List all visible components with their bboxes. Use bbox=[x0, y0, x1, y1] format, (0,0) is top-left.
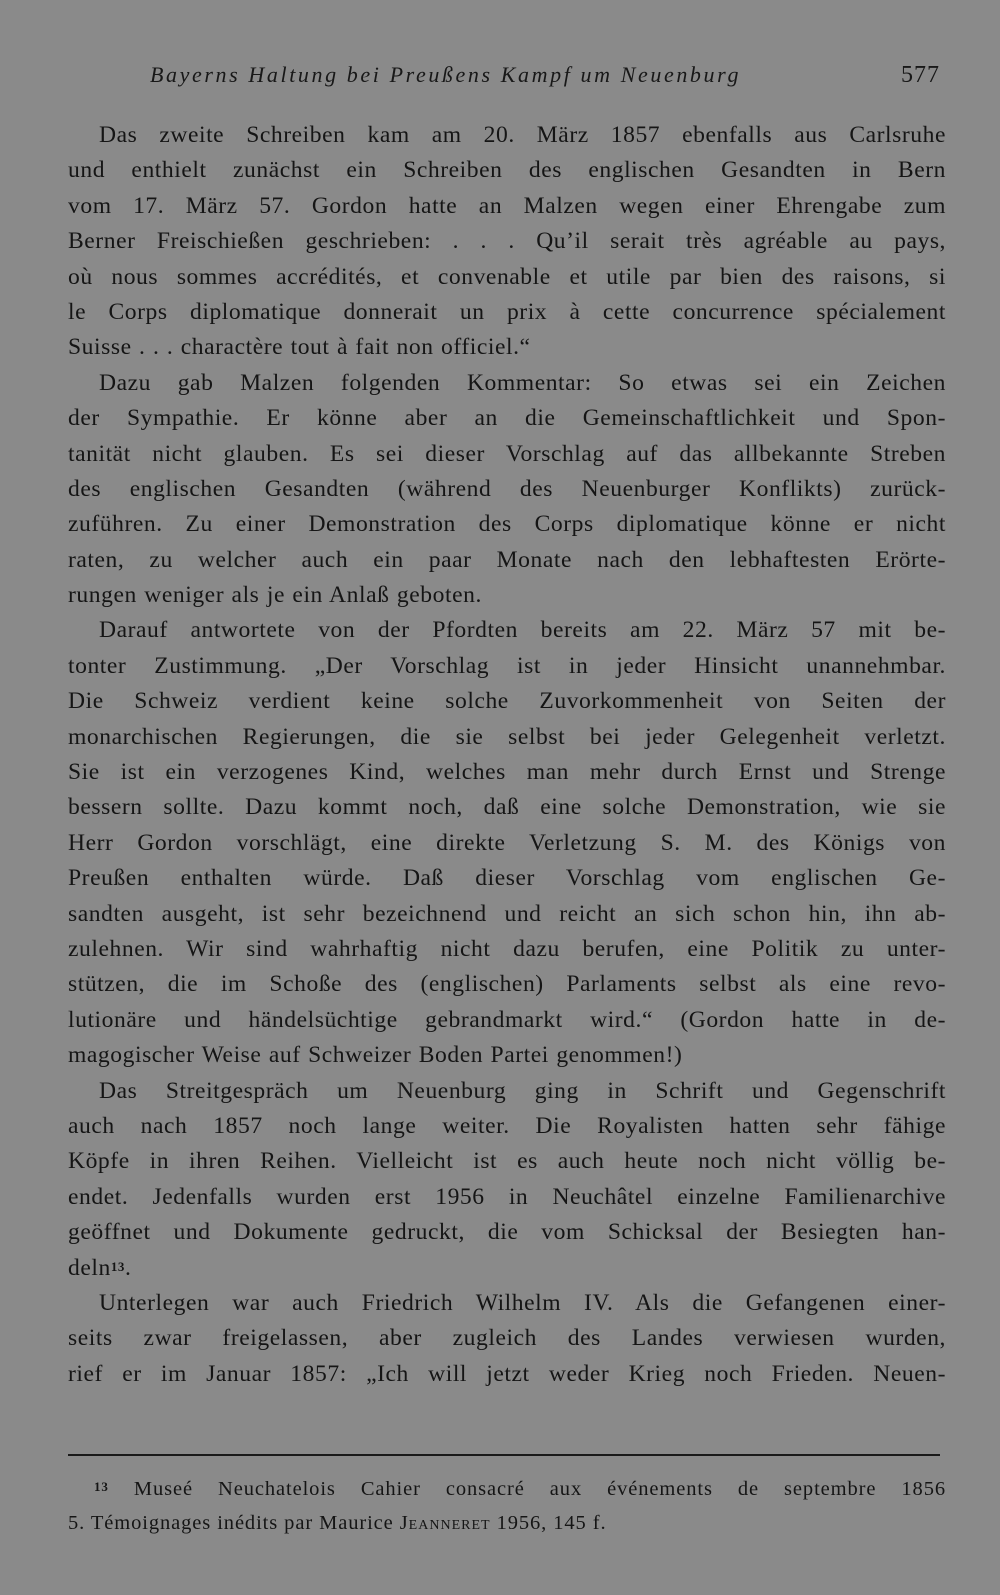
text-line: où nous sommes accrédités, et convenable et utile par bien des raisons, si bbox=[68, 263, 946, 290]
paragraph-3 bbox=[68, 613, 946, 1073]
footnote-line bbox=[68, 1472, 946, 1506]
text-line: auch nach 1857 noch lange weiter. Die Royalisten hatten sehr fähige bbox=[68, 1112, 946, 1139]
text-line bbox=[68, 1251, 946, 1286]
text-line: Herr Gordon vorschlägt, eine direkte Verletzung S. M. des Königs von bbox=[68, 829, 946, 856]
text-line: geöffnet und Dokumente gedruckt, die vom Schicksal der Besiegten han- bbox=[68, 1219, 946, 1246]
text-line: Suisse . . . charactère tout à fait non officiel.“ bbox=[68, 334, 531, 361]
footnote bbox=[68, 1472, 946, 1540]
footnote-reference[interactable]: 13 bbox=[110, 1258, 125, 1274]
text-line: seits zwar freigelassen, aber zugleich des Landes verwiesen wurden, bbox=[68, 1325, 946, 1352]
text-line: tonter Zustimmung. „Der Vorschlag ist in jeder Hinsicht unannehmbar. bbox=[68, 652, 946, 679]
text-line: des englischen Gesandten (während des Neuenburger Konflikts) zurück- bbox=[68, 475, 946, 502]
paragraph-2 bbox=[68, 366, 946, 614]
text-line: Unterlegen war auch Friedrich Wilhelm IV. Als die Gefangenen einer- bbox=[99, 1289, 946, 1316]
text-line: der Sympathie. Er könne aber an die Gemeinschaftlichkeit und Spon- bbox=[68, 405, 946, 432]
body-text bbox=[68, 118, 946, 1392]
text-line: lutionäre und händelsüchtige gebrandmarkt wird.“ (Gordon hatte in de- bbox=[68, 1006, 946, 1033]
text-line: monarchischen Regierungen, die sie selbst bei jeder Gelegenheit verletzt. bbox=[68, 723, 946, 750]
text-line: und enthielt zunächst ein Schreiben des englischen Gesandten in Bern bbox=[68, 157, 946, 184]
text-fragment: . bbox=[124, 1254, 132, 1281]
text-line: Das zweite Schreiben kam am 20. März 1857 ebenfalls aus Carlsruhe bbox=[99, 122, 946, 148]
text-line: zulehnen. Wir sind wahrhaftig nicht dazu berufen, eine Politik zu unter- bbox=[68, 935, 946, 962]
text-line: Die Schweiz verdient keine solche Zuvorkommenheit von Seiten der bbox=[68, 688, 946, 715]
text-line: endet. Jedenfalls wurden erst 1956 in Neuchâtel einzelne Familienarchive bbox=[68, 1183, 946, 1210]
text-line: bessern sollte. Dazu kommt noch, daß eine solche Demonstration, wie sie bbox=[68, 794, 946, 821]
page-number: 577 bbox=[901, 62, 940, 88]
paragraph-1 bbox=[68, 118, 946, 366]
text-line: rungen weniger als je ein Anlaß geboten. bbox=[68, 582, 482, 609]
text-line: sandten ausgeht, ist sehr bezeichnend und reicht an sich schon hin, ihn ab- bbox=[68, 900, 946, 927]
text-line: Dazu gab Malzen folgenden Kommentar: So etwas sei ein Zeichen bbox=[99, 369, 946, 396]
text-line: vom 17. März 57. Gordon hatte an Malzen wegen einer Ehrengabe zum bbox=[68, 192, 946, 219]
text-line: Darauf antwortete von der Pfordten bereits am 22. März 57 mit be- bbox=[99, 617, 946, 644]
text-line: magogischer Weise auf Schweizer Boden Partei genommen!) bbox=[68, 1042, 683, 1069]
footnote-text: 1956, 145 f. bbox=[490, 1512, 607, 1534]
footnote-text: 5. Témoignages inédits par Maurice bbox=[68, 1512, 400, 1534]
footnote-text: Museé Neuchatelois Cahier consacré aux événements de septembre 1856 bbox=[133, 1478, 946, 1500]
footnote-divider bbox=[68, 1454, 940, 1456]
running-head bbox=[150, 62, 940, 102]
running-title: Bayerns Haltung bei Preußens Kampf um Neuenburg bbox=[150, 62, 742, 87]
text-line: Berner Freischießen geschrieben: . . . Qu’il serait très agréable au pays, bbox=[68, 228, 946, 255]
text-line: raten, zu welcher auch ein paar Monate nach den lebhaftesten Erörte- bbox=[68, 546, 946, 573]
footnote-author: Jeanneret bbox=[399, 1512, 491, 1534]
footnote-marker: 13 bbox=[94, 1479, 109, 1494]
text-line: le Corps diplomatique donnerait un prix à cette concurrence spécialement bbox=[68, 298, 946, 325]
text-line: rief er im Januar 1857: „Ich will jetzt weder Krieg noch Frieden. Neuen- bbox=[68, 1360, 946, 1387]
footnote-line bbox=[68, 1506, 946, 1540]
text-line: tanität nicht glauben. Es sei dieser Vorschlag auf das allbekannte Streben bbox=[68, 440, 946, 467]
text-line: Köpfe in ihren Reihen. Vielleicht ist es auch heute noch nicht völlig be- bbox=[68, 1148, 946, 1175]
text-line: Preußen enthalten würde. Daß dieser Vorschlag vom englischen Ge- bbox=[68, 865, 946, 892]
paragraph-5 bbox=[68, 1286, 946, 1392]
text-line: zuführen. Zu einer Demonstration des Corps diplomatique könne er nicht bbox=[68, 511, 946, 538]
text-line: Sie ist ein verzogenes Kind, welches man mehr durch Ernst und Strenge bbox=[68, 759, 946, 786]
text-line: Das Streitgespräch um Neuenburg ging in Schrift und Gegenschrift bbox=[99, 1077, 946, 1104]
paragraph-4 bbox=[68, 1074, 946, 1286]
text-fragment: deln bbox=[68, 1254, 111, 1281]
text-line: stützen, die im Schoße des (englischen) Parlaments selbst als eine revo- bbox=[68, 971, 946, 998]
